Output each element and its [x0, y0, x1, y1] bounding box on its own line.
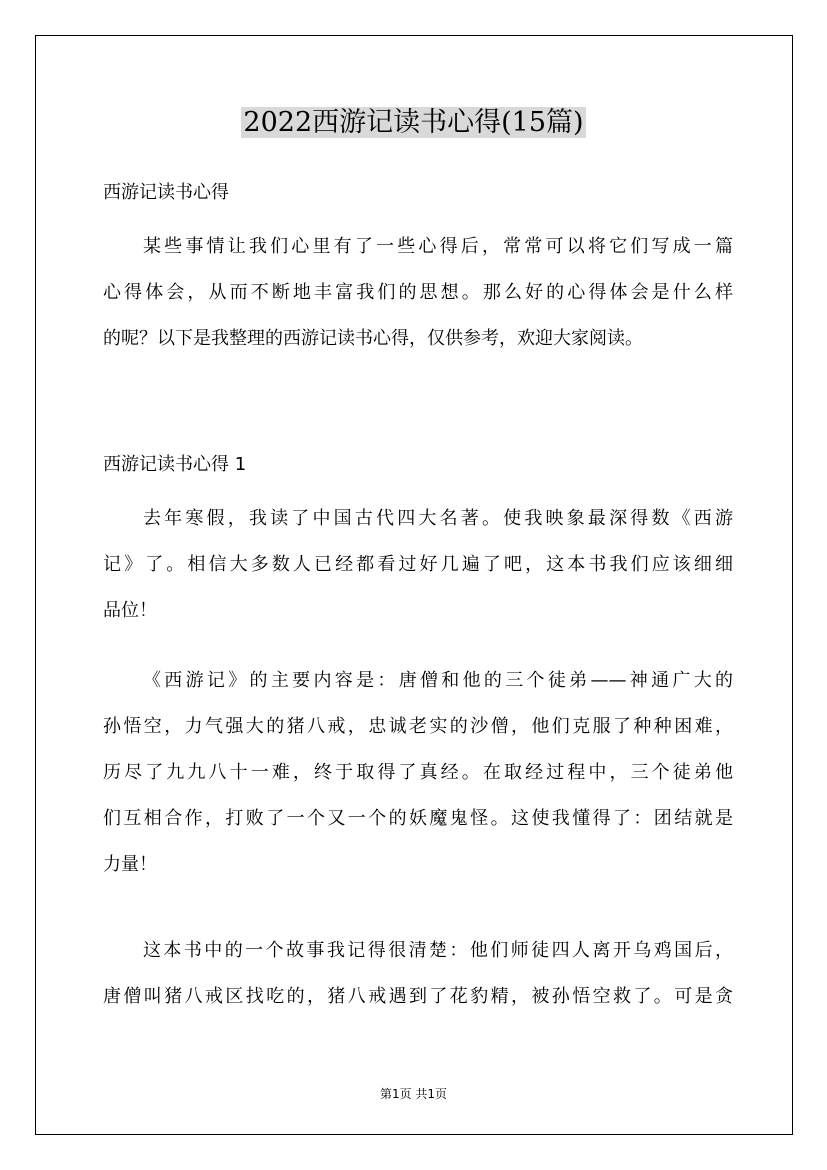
paragraph-line: 唐僧叫猪八戒区找吃的，猪八戒遇到了花豹精，被孙悟空救了。可是贪	[103, 986, 733, 1007]
paragraph-line: 品位！	[103, 600, 157, 621]
paragraph-line: 《西游记》的主要内容是：唐僧和他的三个徒弟——神通广大的	[143, 670, 733, 691]
paragraph-line: 孙悟空，力气强大的猪八戒，忠诚老实的沙僧，他们克服了种种困难，	[103, 716, 733, 737]
intro-heading: 西游记读书心得	[103, 182, 229, 203]
paragraph-2	[103, 669, 733, 899]
paragraph-line: 历尽了九九八十一难，终于取得了真经。在取经过程中，三个徒弟他	[103, 762, 733, 783]
paragraph-line: 们互相合作，打败了一个又一个的妖魔鬼怪。这使我懂得了：团结就是	[103, 808, 733, 829]
page-footer: 第1页 共1页	[379, 1087, 448, 1101]
paragraph-3	[103, 939, 733, 1031]
document-title: 2022西游记读书心得(15篇)	[243, 107, 584, 138]
paragraph-line: 记》了。相信大多数人已经都看过好几遍了吧，这本书我们应该细细	[103, 554, 733, 575]
intro-paragraph	[103, 235, 733, 373]
paragraph-line: 去年寒假，我读了中国古代四大名著。使我映象最深得数《西游	[143, 508, 733, 529]
paragraph-1	[103, 507, 733, 645]
paragraph-line: 力量！	[103, 854, 157, 875]
paragraph-line: 心得体会，从而不断地丰富我们的思想。那么好的心得体会是什么样	[103, 282, 733, 303]
paragraph-line: 这本书中的一个故事我记得很清楚：他们师徒四人离开乌鸡国后，	[143, 940, 733, 961]
section-heading-1: 西游记读书心得 1	[103, 454, 247, 475]
paragraph-line: 的呢？以下是我整理的西游记读书心得，仅供参考，欢迎大家阅读。	[103, 328, 643, 349]
paragraph-line: 某些事情让我们心里有了一些心得后，常常可以将它们写成一篇	[143, 236, 733, 257]
